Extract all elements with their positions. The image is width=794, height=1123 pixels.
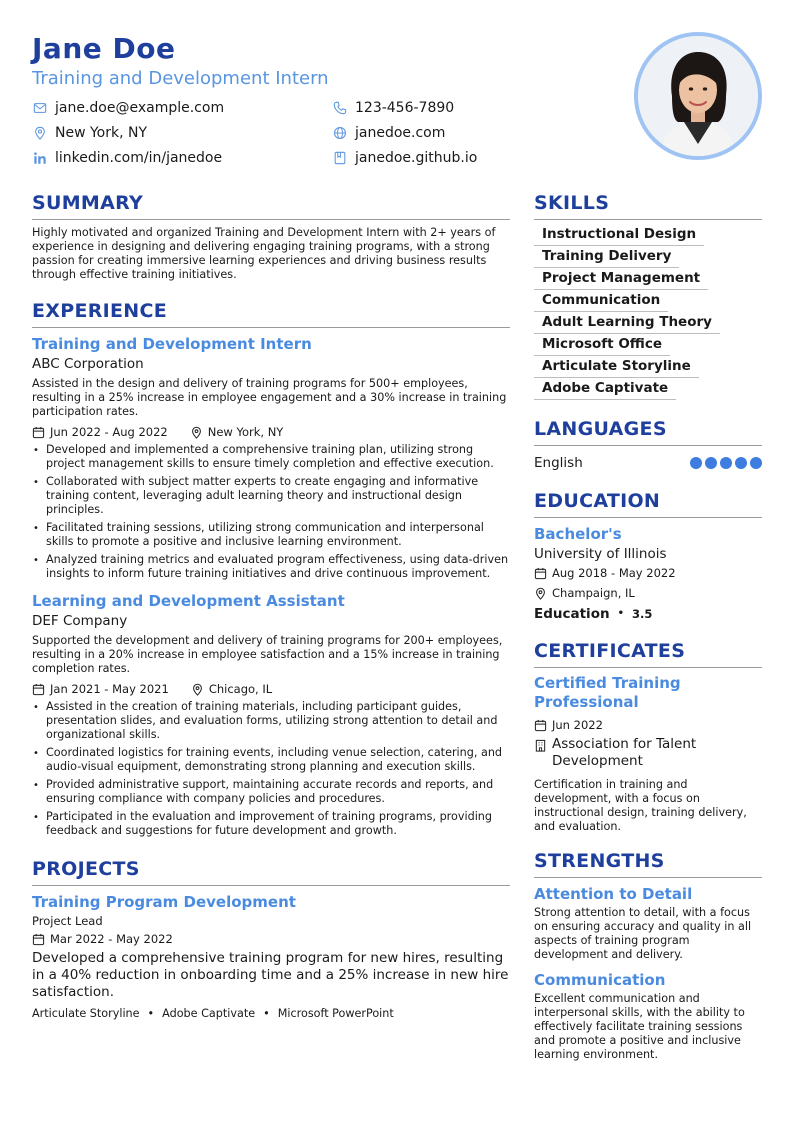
level-dot bbox=[705, 457, 717, 469]
certificate-issuer: Association for Talent Development bbox=[552, 736, 697, 769]
job-location: Chicago, IL bbox=[208, 682, 273, 696]
project-tool: Microsoft PowerPoint bbox=[277, 1007, 394, 1020]
profile-photo bbox=[634, 32, 762, 160]
education-section bbox=[534, 488, 762, 624]
skill-tag: Communication bbox=[534, 290, 668, 312]
job-description: Supported the development and delivery of training programs for 200+ employees, resulting in a 20% increase in employee satisfaction and a 15% increase in training completion rates. bbox=[32, 634, 503, 675]
strength-title: Communication bbox=[534, 971, 666, 989]
project-tool: Adobe Captivate bbox=[162, 1007, 256, 1020]
job-meta bbox=[32, 423, 510, 441]
candidate-role: Training and Development Intern bbox=[32, 68, 329, 89]
job-bullet: • Analyzed training metrics and evaluated program effectiveness, using data-driven insights to inform future training initiatives and drive continuous improvement. bbox=[32, 553, 510, 581]
contact-list bbox=[32, 97, 632, 168]
job-meta bbox=[32, 680, 510, 698]
language-row bbox=[534, 452, 762, 474]
job-bullet: • Assisted in the creation of training materials, including participant guides, presentation slides, and evaluation forms, utilizing strong attention to detail and organizational skills. bbox=[32, 700, 510, 742]
education-degree: Bachelor's bbox=[534, 525, 622, 543]
languages-section bbox=[534, 416, 762, 474]
strength-description: Strong attention to detail, with a focus on ensuring accuracy and quality in all aspects of training program development and delivery. bbox=[534, 906, 752, 961]
location-text: New York, NY bbox=[55, 124, 148, 141]
project-role: Project Lead bbox=[32, 914, 103, 928]
skill-tag: Adobe Captivate bbox=[534, 378, 676, 400]
education-location: Champaign, IL bbox=[552, 586, 635, 600]
experience-heading: EXPERIENCE bbox=[32, 298, 510, 328]
skills-section bbox=[534, 190, 762, 400]
phone-text: 123-456-7890 bbox=[355, 99, 455, 116]
certificates-heading: CERTIFICATES bbox=[534, 638, 762, 668]
education-school: University of Illinois bbox=[534, 546, 667, 562]
education-location-row bbox=[534, 584, 762, 602]
certificates-section bbox=[534, 638, 762, 834]
globe-icon bbox=[333, 126, 347, 140]
summary-section bbox=[32, 190, 510, 282]
job-bullet: • Developed and implemented a comprehensive training plan, utilizing strong project management skills to ensure timely completion and effective execution. bbox=[32, 443, 510, 471]
education-heading: EDUCATION bbox=[534, 488, 762, 518]
education-field: Education bbox=[534, 606, 610, 622]
level-dot bbox=[750, 457, 762, 469]
job-location: New York, NY bbox=[207, 425, 284, 439]
skill-tag: Instructional Design bbox=[534, 224, 704, 246]
languages-heading: LANGUAGES bbox=[534, 416, 762, 446]
contact-github[interactable] bbox=[332, 147, 632, 168]
certificate-date-row bbox=[534, 716, 762, 734]
calendar-icon bbox=[32, 683, 45, 696]
strength-title: Attention to Detail bbox=[534, 885, 693, 903]
building-icon bbox=[534, 739, 547, 752]
skills-list bbox=[534, 224, 762, 400]
location-pin-icon bbox=[33, 126, 47, 140]
bookmark-page-icon bbox=[333, 151, 347, 165]
website-text: janedoe.com bbox=[355, 124, 446, 141]
job-bullet: • Facilitated training sessions, utilizing strong communication and interpersonal skills to promote a positive and inclusive learning environment. bbox=[32, 521, 510, 549]
job-bullet: • Collaborated with subject matter experts to create engaging and informative training content, leveraging adult learning theory and instructional design principles. bbox=[32, 475, 510, 517]
linkedin-icon bbox=[33, 151, 47, 165]
side-column bbox=[534, 190, 762, 1070]
calendar-icon bbox=[32, 933, 45, 946]
job-bullet: • Provided administrative support, maintaining accurate records and reports, and ensuring compliance with company policies and procedures. bbox=[32, 778, 510, 806]
project-title: Training Program Development bbox=[32, 893, 296, 911]
calendar-icon bbox=[534, 567, 547, 580]
project-tools: Articulate Storyline • Adobe Captivate • Microsoft PowerPoint bbox=[32, 1005, 510, 1023]
calendar-icon bbox=[534, 719, 547, 732]
summary-text: Highly motivated and organized Training and Development Intern with 2+ years of experience in designing and delivering engaging training programs, with a strong passion for creating immersive learning experiences and driving business results through effective training initiatives. bbox=[32, 226, 496, 281]
location-pin-icon bbox=[534, 587, 547, 600]
job-entry bbox=[32, 334, 510, 581]
portrait-image bbox=[638, 36, 758, 156]
experience-section bbox=[32, 298, 510, 838]
linkedin-text: linkedin.com/in/janedoe bbox=[55, 149, 223, 166]
email-text: jane.doe@example.com bbox=[55, 99, 225, 116]
job-dates: Jan 2021 - May 2021 bbox=[50, 682, 169, 696]
level-dot bbox=[690, 457, 702, 469]
contact-linkedin[interactable] bbox=[32, 147, 332, 168]
level-dot bbox=[735, 457, 747, 469]
contact-website[interactable] bbox=[332, 122, 632, 143]
education-dates: Aug 2018 - May 2022 bbox=[552, 566, 676, 580]
mail-icon bbox=[33, 101, 47, 115]
calendar-icon bbox=[32, 426, 45, 439]
language-level-dots bbox=[687, 457, 762, 469]
job-bullets bbox=[32, 700, 510, 838]
education-dates-row bbox=[534, 564, 762, 582]
strengths-heading: STRENGTHS bbox=[534, 848, 762, 878]
strengths-section bbox=[534, 848, 762, 1062]
phone-icon bbox=[333, 101, 347, 115]
skill-tag: Training Delivery bbox=[534, 246, 679, 268]
skill-tag: Project Management bbox=[534, 268, 708, 290]
project-description: Developed a comprehensive training program for new hires, resulting in a 40% reduction in onboarding time and a 25% increase in new hire satisfaction. bbox=[32, 950, 509, 1000]
project-meta bbox=[32, 930, 510, 948]
job-bullet: • Participated in the evaluation and improvement of training programs, providing feedback and suggestions for future development and growth. bbox=[32, 810, 510, 838]
skills-heading: SKILLS bbox=[534, 190, 762, 220]
certificate-issuer-row bbox=[534, 736, 762, 770]
projects-section bbox=[32, 856, 510, 1023]
contact-location bbox=[32, 122, 332, 143]
certificate-description: Certification in training and development, with a focus on instructional design, training delivery, and evaluation. bbox=[534, 778, 747, 833]
job-company: DEF Company bbox=[32, 613, 128, 629]
github-text: janedoe.github.io bbox=[355, 149, 478, 166]
job-entry bbox=[32, 591, 510, 838]
education-gpa: 3.5 bbox=[631, 607, 653, 621]
job-dates: Jun 2022 - Aug 2022 bbox=[50, 425, 168, 439]
projects-heading: PROJECTS bbox=[32, 856, 510, 886]
skill-tag: Microsoft Office bbox=[534, 334, 670, 356]
main-column bbox=[32, 190, 510, 1023]
certificate-date: Jun 2022 bbox=[552, 718, 603, 732]
job-title: Learning and Development Assistant bbox=[32, 592, 345, 610]
job-description: Assisted in the design and delivery of training programs for 500+ employees, resulting in a 25% increase in employee engagement and a 30% increase in training participation rates. bbox=[32, 377, 507, 418]
contact-phone[interactable] bbox=[332, 97, 632, 118]
job-title: Training and Development Intern bbox=[32, 335, 312, 353]
location-pin-icon bbox=[191, 683, 204, 696]
skill-tag: Articulate Storyline bbox=[534, 356, 699, 378]
level-dot bbox=[720, 457, 732, 469]
summary-heading: SUMMARY bbox=[32, 190, 510, 220]
project-tool: Articulate Storyline bbox=[32, 1007, 140, 1020]
language-name: English bbox=[534, 455, 583, 471]
certificate-title: Certified Training Professional bbox=[534, 674, 681, 711]
skill-tag: Adult Learning Theory bbox=[534, 312, 720, 334]
strength-description: Excellent communication and interpersonal skills, with the ability to effectively facilitate training sessions and promote a positive and inclusive learning environment. bbox=[534, 992, 745, 1061]
job-bullet: • Coordinated logistics for training events, including venue selection, catering, and audio-visual equipment, demonstrating strong planning and execution skills. bbox=[32, 746, 510, 774]
job-bullets bbox=[32, 443, 510, 581]
candidate-name: Jane Doe bbox=[32, 32, 176, 65]
project-dates: Mar 2022 - May 2022 bbox=[50, 932, 173, 946]
contact-email[interactable] bbox=[32, 97, 332, 118]
job-company: ABC Corporation bbox=[32, 356, 144, 372]
location-pin-icon bbox=[190, 426, 203, 439]
resume-header bbox=[32, 30, 632, 168]
education-field-row: Education • 3.5 bbox=[534, 606, 653, 622]
